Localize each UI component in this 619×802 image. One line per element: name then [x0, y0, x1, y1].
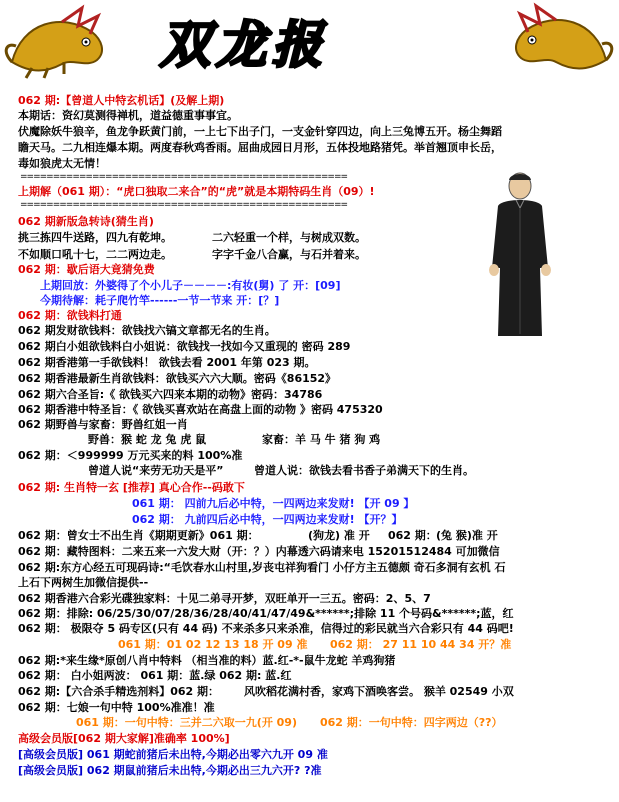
text-line: 野兽：猴 蛇 龙 兔 虎 鼠: [88, 433, 207, 446]
text-line: 062 期香港最新生肖欲钱料：欲钱买六六大顺。密码《86152》: [18, 372, 337, 385]
section-heading: 062 期:【曾道人中特玄机话】(及解上期): [18, 94, 225, 107]
section-heading: 062 期：欲钱料打通: [18, 309, 122, 322]
poem-line: 不如顺口吼十七，二二两边走。: [18, 248, 172, 261]
section-heading: 062 期: 生肖特一玄 [推荐] 真心合作--码敢下: [18, 481, 245, 494]
text-line: 062 期： 极限夺 5 码专区(只有 44 码) 不来杀多只来杀准，信得过的彩民就当六合彩只有 44 码吧!: [18, 622, 514, 635]
poem-line: 二六轻重一个样，与树成双数。: [212, 231, 366, 244]
text-line: 061 期： 四前九后必中特，一四两边来发财! 【开 09 】: [132, 497, 415, 510]
text-line: 062 期：＜999999 万元买来的料 100%准: [18, 449, 243, 462]
page-title: [160, 16, 460, 74]
text-line: 061 期：一句中特：三并二六取一九(开 09): [76, 716, 297, 729]
text-line: 062 期：: [388, 529, 437, 542]
poem-line: 字字千金八合赢，与石并着来。: [212, 248, 366, 261]
text-line: 062 期香港第一手欲钱料！ 欲钱去看 2001 年第 023 期。: [18, 356, 316, 369]
text-line: 上石下两树生加微信提供--: [18, 576, 149, 589]
section-heading: 062 期：歇后语大竟猜免费: [18, 263, 155, 276]
dragon-left-image: [2, 2, 114, 82]
text-line: (狗龙) 准 开: [308, 529, 370, 542]
text-line: 毒如狼虎太无情！: [18, 157, 106, 170]
text-line: 062 期香港中特圣旨：《 欲钱买喜欢站在高盘上面的动物 》密码 475320: [18, 403, 383, 416]
man-figure-image: [480, 168, 560, 340]
text-line: 061 期：01 02 12 13 18 开 09 准: [118, 638, 308, 651]
text-line: 062 期：七娘一句中特 100%准准！准: [18, 701, 215, 714]
text-line: 062 期：藏特图料：二来五来一六发大财（开：？）内幕透六码请来电 15201512484 可加微信: [18, 545, 500, 558]
poem-line: 挑三拣四牛送路，四九有乾坤。: [18, 231, 172, 244]
text-line: 高级会员版[062 期大家解]准确率 100%]: [18, 732, 230, 745]
text-line: 062 期： 27 11 10 44 34 开？准: [330, 638, 512, 651]
text-line: 家畜：羊 马 牛 猪 狗 鸡: [262, 433, 381, 446]
text-line: 曾道人说“来劳无功天是平”: [88, 464, 224, 477]
text-line: 062 期:东方心经五可现码诗:“毛饮春水山村里,岁丧屯祥狗看门 小仔方主五德颇 奇石多洞有玄机 石: [18, 561, 506, 574]
text-line: 062 期野兽与家畜：野兽红姐一肖: [18, 418, 188, 431]
text-line: 062 期:【六合杀手精选剂料】062 期：: [18, 685, 219, 698]
text-line: 062 期香港六合彩光碟独家料：十见二弟寻开梦，双旺单开一三五。密码：2、5、7: [18, 592, 431, 605]
text-line: 062 期：排除: 06/25/30/07/28/36/28/40/41/47/49&******;排除 11 个号码&******;蓝，红: [18, 607, 514, 620]
text-line: 今期待解：耗子爬竹竿------一节一节来 开：[？]: [40, 294, 280, 307]
text-line: 062 期:*来生缘*原创八肖中特料 （相当准的料）蓝.红-*-鼠牛龙蛇 羊鸡狗猪: [18, 654, 396, 667]
dragon-right-image: [500, 0, 616, 82]
text-line: 062 期白小姐欲钱料白小姐说：欲钱找一找如今又重现的 密码 289: [18, 340, 351, 353]
text-line: 曾道人说：欲钱去看书香子弟满天下的生肖。: [254, 464, 474, 477]
last-period-answer: 上期解（061 期）：“虎口独取二来合”的“虎”就是本期特码生肖（09）!: [18, 185, 375, 198]
text-line: 062 期发财欲钱料：欲钱找六镐文章都无名的生肖。: [18, 324, 276, 337]
text-line: 瞻天马。二九相连爆本期。两度春秋鸡香雨。屈曲成园日月形，五体投地路猪凭。举首翘顶申长岳，: [18, 141, 502, 154]
text-line: 062 期：一句中特：四字两边（??）: [320, 716, 503, 729]
text-line: 062 期：曾女士不出生肖《期期更新》061 期：: [18, 529, 259, 542]
text-line: 062 期： 九前四后必中特，一四两边来发财! 【开？】: [132, 513, 403, 526]
text-line: 风吹稻花满村香，家鸡下酒唤客尝。 猴羊 02549 小双: [244, 685, 514, 698]
text-line: 062 期： 白小姐两波： 061 期：蓝.绿 062 期: 蓝.红: [18, 669, 292, 682]
text-line: [高级会员版] 061 期蛇前猪后未出特,今期必出零六九开 09 准: [18, 748, 328, 761]
text-line: 062 期六合圣旨:《 欲钱买六四来本期的动物》密码：34786: [18, 388, 323, 401]
text-line: 本期话：资幻莫测得禅机，道益德重事事宜。: [18, 109, 238, 122]
text-line: 伏魔除妖牛狼辛，鱼龙争跃黄门前，一上七下出子门，一支金针穿四边，向上三兔博五开。杨尘舞蹈: [18, 125, 502, 138]
text-line: 上期回放：外婆得了个小儿子－－－－:有妆(舅) 了 开：[09]: [40, 279, 341, 292]
divider: ==================================================: [20, 172, 348, 182]
section-heading: 062 期新版急转诗(猜生肖): [18, 215, 154, 228]
divider: ==================================================: [20, 200, 348, 210]
text-line: [高级会员版] 062 期鼠前猪后未出特,今期必出三九六开? ?准: [18, 764, 322, 777]
text-line: (兔 猴)准 开: [436, 529, 498, 542]
page-title-text: 双龙报: [160, 15, 328, 74]
